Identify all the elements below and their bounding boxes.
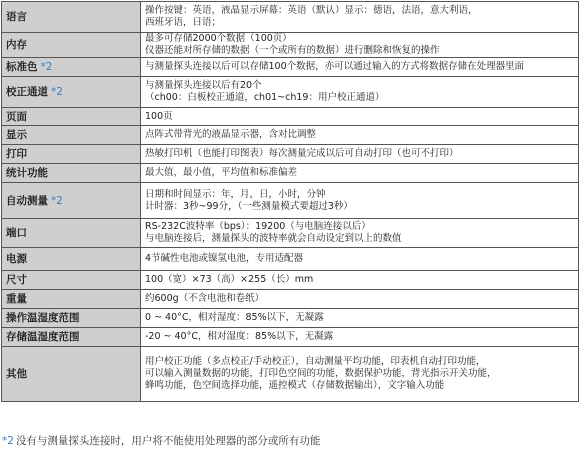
spec-label-cell <box>2 183 141 219</box>
spec-value-line: 与电脑连接后，测量探头的波特率就会自动设定到以上的数值 <box>145 233 402 244</box>
footnote-text: 没有与测量探头连接时，用户将不能使用处理器的部分或所有功能 <box>15 435 321 447</box>
footnote-reference: *2 <box>40 61 53 73</box>
footnote <box>2 433 320 448</box>
spec-row <box>2 271 579 290</box>
spec-label: 校正通道 <box>6 86 48 98</box>
spec-row <box>2 77 579 108</box>
spec-value-line: （ch00：白板校正通道，ch01~ch19：用户校正通道） <box>145 92 385 103</box>
spec-label: 电源 <box>6 253 27 265</box>
spec-value-cell <box>141 164 579 183</box>
spec-row <box>2 347 579 402</box>
spec-label-cell <box>2 108 141 126</box>
spec-label: 显示 <box>6 129 27 141</box>
spec-row <box>2 290 579 309</box>
spec-label-cell <box>2 164 141 183</box>
spec-value-cell <box>141 219 579 248</box>
spec-value-cell <box>141 2 579 33</box>
spec-label-cell <box>2 33 141 58</box>
spec-label: 其他 <box>6 368 27 380</box>
spec-value-line: 0 ~ 40°C，相对湿度：85%以下，无凝露 <box>145 312 324 323</box>
spec-label: 尺寸 <box>6 274 27 286</box>
spec-label: 重量 <box>6 293 27 305</box>
spec-row <box>2 309 579 328</box>
spec-value-cell <box>141 290 579 309</box>
spec-label: 页面 <box>6 110 27 123</box>
spec-value-line: 蜂鸣功能，色空间选择功能，遥控模式（存储数据输出），文字输入功能 <box>145 380 445 391</box>
spec-value-line: 100（宽）×73（高）×255（长）mm <box>145 274 314 285</box>
footnote-reference: *2 <box>51 194 63 207</box>
spec-value-line: 最多可存储2000个数据（100页） <box>145 33 292 44</box>
spec-row <box>2 126 579 145</box>
spec-value-line: 仪器还能对所存储的数据（一个或所有的数据）进行删除和恢复的操作 <box>145 45 440 56</box>
spec-label-cell <box>2 271 141 290</box>
spec-label: 语言 <box>6 11 27 23</box>
spec-value-cell <box>141 309 579 328</box>
spec-value-line: 热敏打印机（也能打印图表）每次测量完成以后可自动打印（也可不打印） <box>145 148 459 159</box>
spec-label-cell <box>2 126 141 145</box>
spec-row <box>2 219 579 248</box>
spec-value-line: 与测量探头连接以后可以存储100个数据，亦可以通过输入的方式将数据存储在处理器里面 <box>145 61 525 72</box>
spec-row <box>2 2 579 33</box>
spec-value-line: 计时器：3秒~99分，（一些测量模式要超过3秒） <box>145 200 353 212</box>
spec-value-line: 可以输入测量数据的功能，打印色空间的功能，数据保护功能，背光指示开关功能， <box>145 368 497 379</box>
spec-value-cell <box>141 108 579 126</box>
spec-value-line: -20 ~ 40°C，相对湿度：85%以下，无凝露 <box>145 331 334 342</box>
spec-row <box>2 145 579 164</box>
spec-value-line: 点阵式带背光的液晶显示器，含对比调整 <box>145 129 317 140</box>
spec-label: 标准色 <box>6 61 38 73</box>
spec-value-cell <box>141 58 579 77</box>
spec-value-cell <box>141 271 579 290</box>
spec-table <box>1 1 579 402</box>
spec-row <box>2 328 579 347</box>
spec-label: 端口 <box>6 227 27 239</box>
spec-value-line: 与测量探头连接以后有20个 <box>145 80 262 91</box>
footnote-mark: *2 <box>2 435 14 447</box>
spec-label-cell <box>2 347 141 402</box>
spec-label-cell <box>2 290 141 309</box>
spec-label-cell <box>2 248 141 271</box>
spec-row <box>2 164 579 183</box>
spec-label-cell <box>2 328 141 347</box>
spec-row <box>2 248 579 271</box>
spec-label: 打印 <box>6 148 27 160</box>
spec-row <box>2 183 579 219</box>
spec-label-cell <box>2 58 141 77</box>
spec-value-line: 操作按键：英语，液晶显示屏幕：英语（默认）显示：德语，法语，意大利语， <box>145 5 478 16</box>
spec-label: 存储温湿度范围 <box>6 331 80 343</box>
spec-label-cell <box>2 77 141 108</box>
spec-value-cell <box>141 183 579 219</box>
spec-value-line: 约600g（不含电池和卷纸） <box>145 293 265 304</box>
spec-value-cell <box>141 248 579 271</box>
spec-label: 自动测量 <box>6 194 48 207</box>
spec-label: 统计功能 <box>6 167 48 179</box>
spec-row <box>2 58 579 77</box>
spec-label-cell <box>2 145 141 164</box>
spec-label-cell <box>2 219 141 248</box>
spec-row <box>2 33 579 58</box>
spec-label-cell <box>2 2 141 33</box>
spec-value-line: 用户校正功能（多点校正/手动校正），自动测量平均功能，印表机自动打印功能， <box>145 356 486 367</box>
spec-value-cell <box>141 145 579 164</box>
spec-value-cell <box>141 347 579 402</box>
spec-value-cell <box>141 33 579 58</box>
spec-label: 内存 <box>6 39 27 51</box>
spec-value-line: 最大值，最小值，平均值和标准偏差 <box>145 167 298 178</box>
footnote-reference: *2 <box>51 86 63 98</box>
spec-label-cell <box>2 309 141 328</box>
spec-value-line: RS-232C波特率（bps）：19200（与电脑连接以后） <box>145 221 371 232</box>
spec-label: 操作温湿度范围 <box>6 312 80 324</box>
spec-value-line: 100页 <box>145 110 173 122</box>
spec-value-cell <box>141 126 579 145</box>
spec-value-line: 4节碱性电池或镍氢电池，专用适配器 <box>145 253 304 264</box>
spec-value-line: 日期和时间显示：年，月，日，小时，分钟 <box>145 188 326 200</box>
spec-value-line: 西班牙语，日语； <box>145 17 222 28</box>
spec-value-cell <box>141 328 579 347</box>
spec-row <box>2 108 579 126</box>
spec-value-cell <box>141 77 579 108</box>
